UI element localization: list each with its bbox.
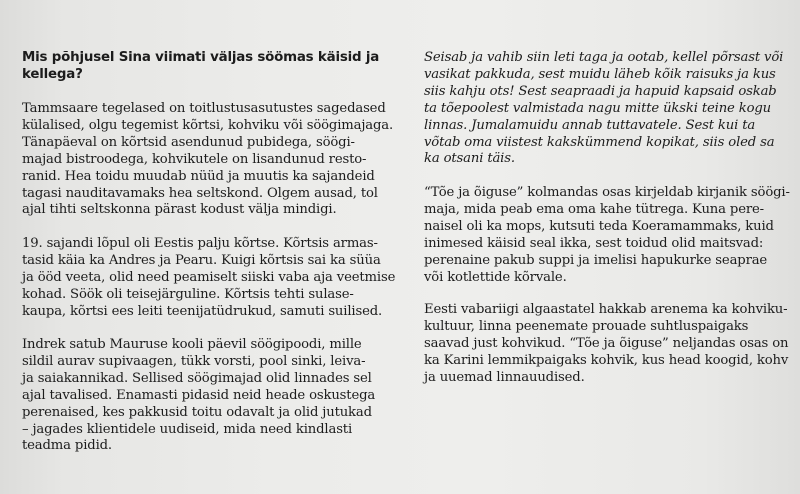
paragraph-tammsaare-intro	[22, 101, 394, 219]
paragraph-soogipood	[22, 337, 394, 455]
text-line: naisel oli ka mops, kutsuti teda Koeramammaks, kuid	[424, 218, 774, 234]
heading-line: Mis põhjusel Sina viimati väljas söömas käisid ja	[22, 50, 380, 65]
text-line: sildil aurav supivaagen, tükk vorsti, pool sinki, leiva-	[22, 353, 366, 369]
text-line: Tammsaare tegelased on toitlustusasutustes sagedased	[22, 101, 386, 116]
text-line: ka Karini lemmikpaigaks kohvik, kus head koogid, kohv	[424, 352, 789, 368]
quote-line: siis kahju ots! Sest seapraadi ja hapuid kapsaid oskab	[424, 83, 777, 99]
text-line: kaupa, kõrtsi ees leiti teenijatüdrukud, samuti suilised.	[22, 303, 383, 319]
text-line: 19. sajandi lõpul oli Eestis palju kõrtse. Kõrtsis armas-	[22, 236, 378, 251]
text-line: ranid. Hea toidu muudab nüüd ja muutis ka sajandeid	[22, 168, 375, 184]
text-line: ja uuemad linnauudised.	[424, 369, 585, 385]
text-line: tasid käia ka Andres ja Pearu. Kuigi kõrtsis sai ka süüa	[22, 252, 381, 268]
quote-line: ta tõepoolest valmistada nagu mitte ükski teine kogu	[424, 100, 772, 116]
quote-line: võtab oma viistest kakskümmend kopikat, siis oled sa	[424, 134, 775, 150]
text-line: ajal tihti seltskonna pärast kodust välja mindigi.	[22, 202, 337, 218]
quote-line: ka otsani täis.	[424, 151, 515, 167]
text-line: – jagades klientidele uudiseid, mida need kindlasti	[22, 421, 353, 437]
text-line: “Tõe ja õiguse” kolmandas osas kirjeldab kirjanik söögi-	[424, 185, 790, 200]
text-line: kultuur, linna peenemate prouade suhtluspaigaks	[424, 318, 749, 334]
text-line: majad bistroodega, kohvikutele on lisandunud resto-	[22, 151, 367, 167]
paragraph-koeramamma	[424, 185, 790, 286]
paragraph-korts	[22, 236, 394, 321]
text-line: Tänapäeval on kõrtsid asendunud pubidega, söögi-	[22, 134, 355, 150]
text-line: külalised, olgu tegemist kõrtsi, kohviku või söögimajaga.	[22, 117, 394, 133]
text-line: tagasi nauditavamaks hea seltskond. Olgem ausad, tol	[22, 185, 378, 201]
text-line: perenaised, kes pakkusid toitu odavalt ja olid jutukad	[22, 404, 372, 420]
paragraph-kohvikukultuur	[424, 302, 789, 387]
text-line: perenaine pakub suppi ja imelisi hapukurke seaprae	[424, 252, 768, 268]
text-line: ja saiakannikad. Sellised söögimajad olid linnades sel	[22, 370, 372, 386]
text-line: ajal tavalised. Enamasti pidasid neid heade oskustega	[22, 387, 376, 403]
text-line: ja ööd veeta, olid need peamiselt siiski vaba aja veetmise	[22, 269, 396, 285]
text-line: Eesti vabariigi algaastatel hakkab arenema ka kohviku-	[424, 302, 788, 317]
quote-line: Seisab ja vahib siin leti taga ja ootab, kellel põrsast või	[424, 50, 784, 65]
text-line: teadma pidid.	[22, 438, 112, 454]
text-line: maja, mida peab ema oma kahe tütrega. Kuna pere-	[424, 201, 764, 217]
text-line: Indrek satub Mauruse kooli päevil söögipoodi, mille	[22, 337, 362, 352]
italic-quote	[424, 50, 786, 168]
text-line: või kotlettide kõrvale.	[424, 269, 567, 285]
quote-line: vasikat pakkuda, sest muidu läheb kõik raisuks ja kus	[424, 66, 776, 82]
text-line: kohad. Söök oli teisejärguline. Kõrtsis tehti sulase-	[22, 286, 354, 302]
heading-line: kellega?	[22, 66, 83, 82]
quote-line: linnas. Jumalamuidu annab tuttavatele. Sest kui ta	[424, 117, 756, 133]
text-line: saavad just kohvikud. “Tõe ja õiguse” neljandas osas on	[424, 335, 789, 351]
text-line: inimesed käisid seal ikka, sest toidud olid maitsvad:	[424, 235, 764, 251]
question-heading	[22, 50, 394, 84]
